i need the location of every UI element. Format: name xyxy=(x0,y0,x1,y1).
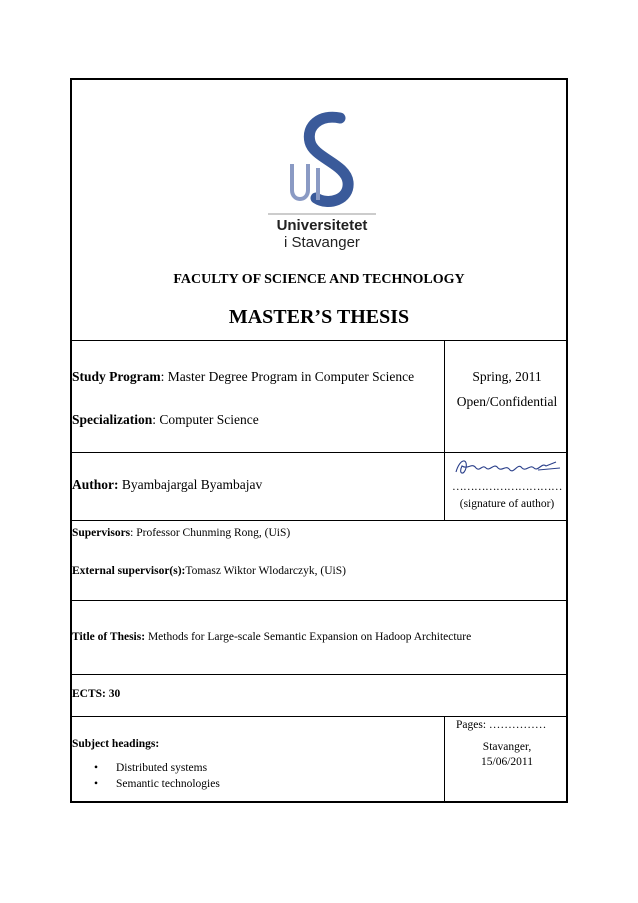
divider xyxy=(72,600,566,601)
column-divider xyxy=(444,340,445,520)
subject-headings-label: Subject headings: xyxy=(72,738,160,750)
study-program xyxy=(72,367,440,386)
wordmark-line2: i Stavanger xyxy=(284,234,360,250)
place: Stavanger, xyxy=(482,741,532,753)
list-item: • Semantic technologies xyxy=(72,776,220,792)
column-divider xyxy=(444,716,445,803)
external-supervisors-label: External supervisor(s): xyxy=(72,565,186,577)
signature-dots: ………………………… xyxy=(452,481,562,493)
specialization-value: : Computer Science xyxy=(152,412,259,427)
author-signature xyxy=(452,452,562,482)
uis-logo-mark xyxy=(262,110,382,250)
divider xyxy=(72,674,566,675)
supervisors-label: Supervisors xyxy=(72,527,131,539)
access-level: Open/Confidential xyxy=(456,394,558,409)
supervisors xyxy=(72,526,290,541)
external-supervisors-value: Tomasz Wiktor Wlodarczyk, (UiS) xyxy=(185,565,346,577)
subject-list xyxy=(72,760,220,792)
date: 15/06/2011 xyxy=(481,756,533,768)
author-name: Byambajargal Byambajav xyxy=(118,477,263,492)
divider xyxy=(72,716,566,717)
external-supervisors xyxy=(72,564,346,579)
university-logo xyxy=(262,110,382,250)
study-program-label: Study Program xyxy=(72,369,161,384)
study-program-value: : Master Degree Program in Computer Science xyxy=(160,369,415,384)
ects: ECTS: 30 xyxy=(72,688,121,700)
supervisors-value: : Professor Chunming Rong, (UiS) xyxy=(130,527,291,539)
thesis-type-heading: MASTER’S THESIS xyxy=(228,306,410,328)
specialization xyxy=(72,410,259,429)
list-item: • Distributed systems xyxy=(72,760,220,776)
handwritten-signature-icon xyxy=(452,452,562,482)
faculty-heading: FACULTY OF SCIENCE AND TECHNOLOGY xyxy=(173,272,465,287)
thesis-title-label: Title of Thesis: xyxy=(72,631,146,643)
divider xyxy=(72,520,566,521)
author xyxy=(72,475,262,494)
pages-count: Pages: …………… xyxy=(456,719,547,731)
thesis-title xyxy=(72,630,471,645)
wordmark-line1: Universitetet xyxy=(276,217,368,234)
specialization-label: Specialization xyxy=(72,412,153,427)
term: Spring, 2011 xyxy=(472,369,542,384)
thesis-title-value: Methods for Large-scale Semantic Expansion on Hadoop Architecture xyxy=(145,631,472,643)
thesis-cover-form xyxy=(70,78,568,803)
author-label: Author: xyxy=(72,477,119,492)
signature-caption: (signature of author) xyxy=(459,498,555,510)
divider xyxy=(72,340,566,341)
